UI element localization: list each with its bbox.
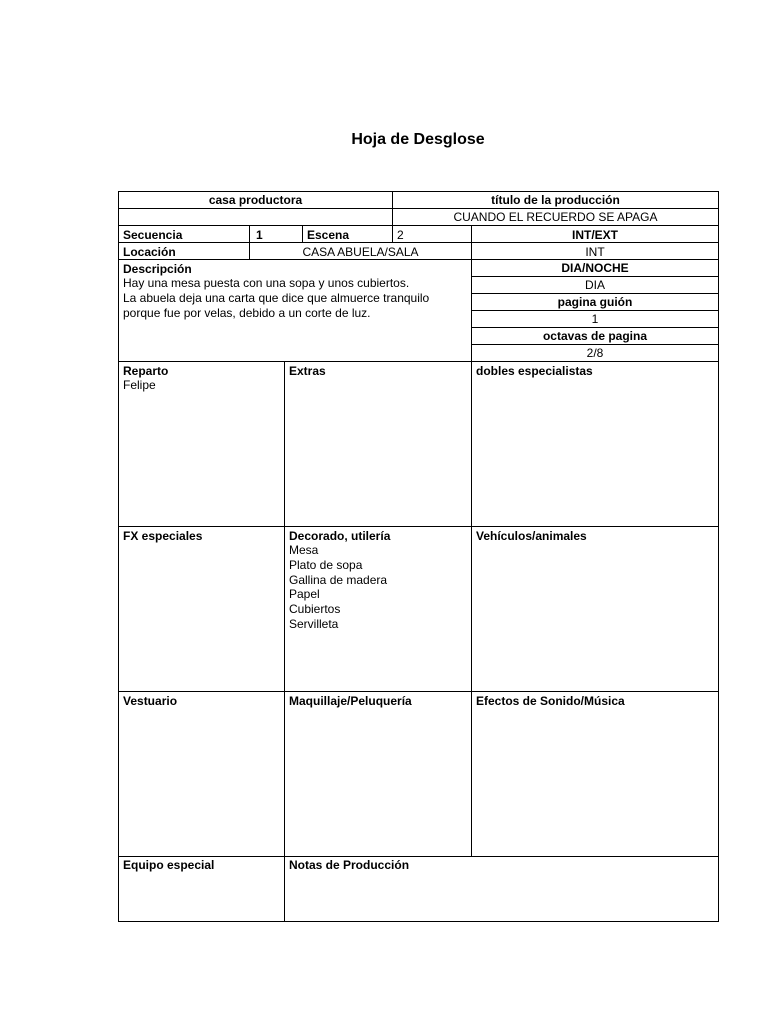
descripcion-line-2: La abuela deja una carta que dice que almuerce tranquilo xyxy=(123,291,430,305)
escena-value: 2 xyxy=(397,228,404,242)
escena-value-cell xyxy=(392,225,472,243)
dia-noche-value: DIA xyxy=(584,278,605,292)
descripcion-label: Descripción xyxy=(123,262,192,276)
locacion-value: CASA ABUELA/SALA xyxy=(302,245,419,259)
descripcion-line-1: Hay una mesa puesta con una sopa y unos cubiertos. xyxy=(123,276,410,290)
int-ext-value: INT xyxy=(585,245,605,259)
decorado-item: Plato de sopa xyxy=(289,558,363,572)
extras-label: Extras xyxy=(289,364,326,378)
page-title: Hoja de Desglose xyxy=(351,131,485,148)
dobles-label: dobles especialistas xyxy=(476,364,593,378)
pagina-value: 1 xyxy=(591,312,599,326)
descripcion-line-3: porque fue por velas, debido a un corte de luz. xyxy=(123,306,371,320)
dia-noche-label: DIA/NOCHE xyxy=(561,261,629,275)
extras-cell xyxy=(284,361,472,527)
vehiculos-cell xyxy=(471,526,719,692)
vestuario-cell xyxy=(118,691,285,857)
dobles-cell xyxy=(471,361,719,527)
decorado-item: Mesa xyxy=(289,543,319,557)
int-ext-label: INT/EXT xyxy=(571,228,618,242)
escena-label: Escena xyxy=(307,228,350,242)
decorado-item: Servilleta xyxy=(289,617,339,631)
sonido-label: Efectos de Sonido/Música xyxy=(476,694,625,708)
maquillaje-cell xyxy=(284,691,472,857)
decorado-item: Cubiertos xyxy=(289,602,341,616)
casa-productora-label: casa productora xyxy=(208,193,303,207)
decorado-item: Papel xyxy=(289,587,320,601)
titulo-label: título de la producción xyxy=(491,193,620,207)
notas-label: Notas de Producción xyxy=(289,858,410,872)
secuencia-label: Secuencia xyxy=(123,228,183,242)
octavas-label: octavas de pagina xyxy=(542,329,648,343)
reparto-item: Felipe xyxy=(123,378,156,392)
equipo-label: Equipo especial xyxy=(123,858,215,872)
titulo-value: CUANDO EL RECUERDO SE APAGA xyxy=(453,210,658,224)
vehiculos-label: Vehículos/animales xyxy=(476,529,587,543)
reparto-label: Reparto xyxy=(123,364,169,378)
fx-cell xyxy=(118,526,285,692)
pagina-label: pagina guión xyxy=(557,295,633,309)
fx-label: FX especiales xyxy=(123,529,203,543)
vestuario-label: Vestuario xyxy=(123,694,178,708)
decorado-label: Decorado, utilería xyxy=(289,529,391,543)
decorado-item: Gallina de madera xyxy=(289,573,388,587)
locacion-label: Locación xyxy=(123,245,176,259)
casa-productora-value-cell xyxy=(118,208,393,226)
octavas-value: 2/8 xyxy=(586,346,604,360)
maquillaje-label: Maquillaje/Peluquería xyxy=(289,694,412,708)
secuencia-value: 1 xyxy=(256,228,263,242)
sonido-cell xyxy=(471,691,719,857)
